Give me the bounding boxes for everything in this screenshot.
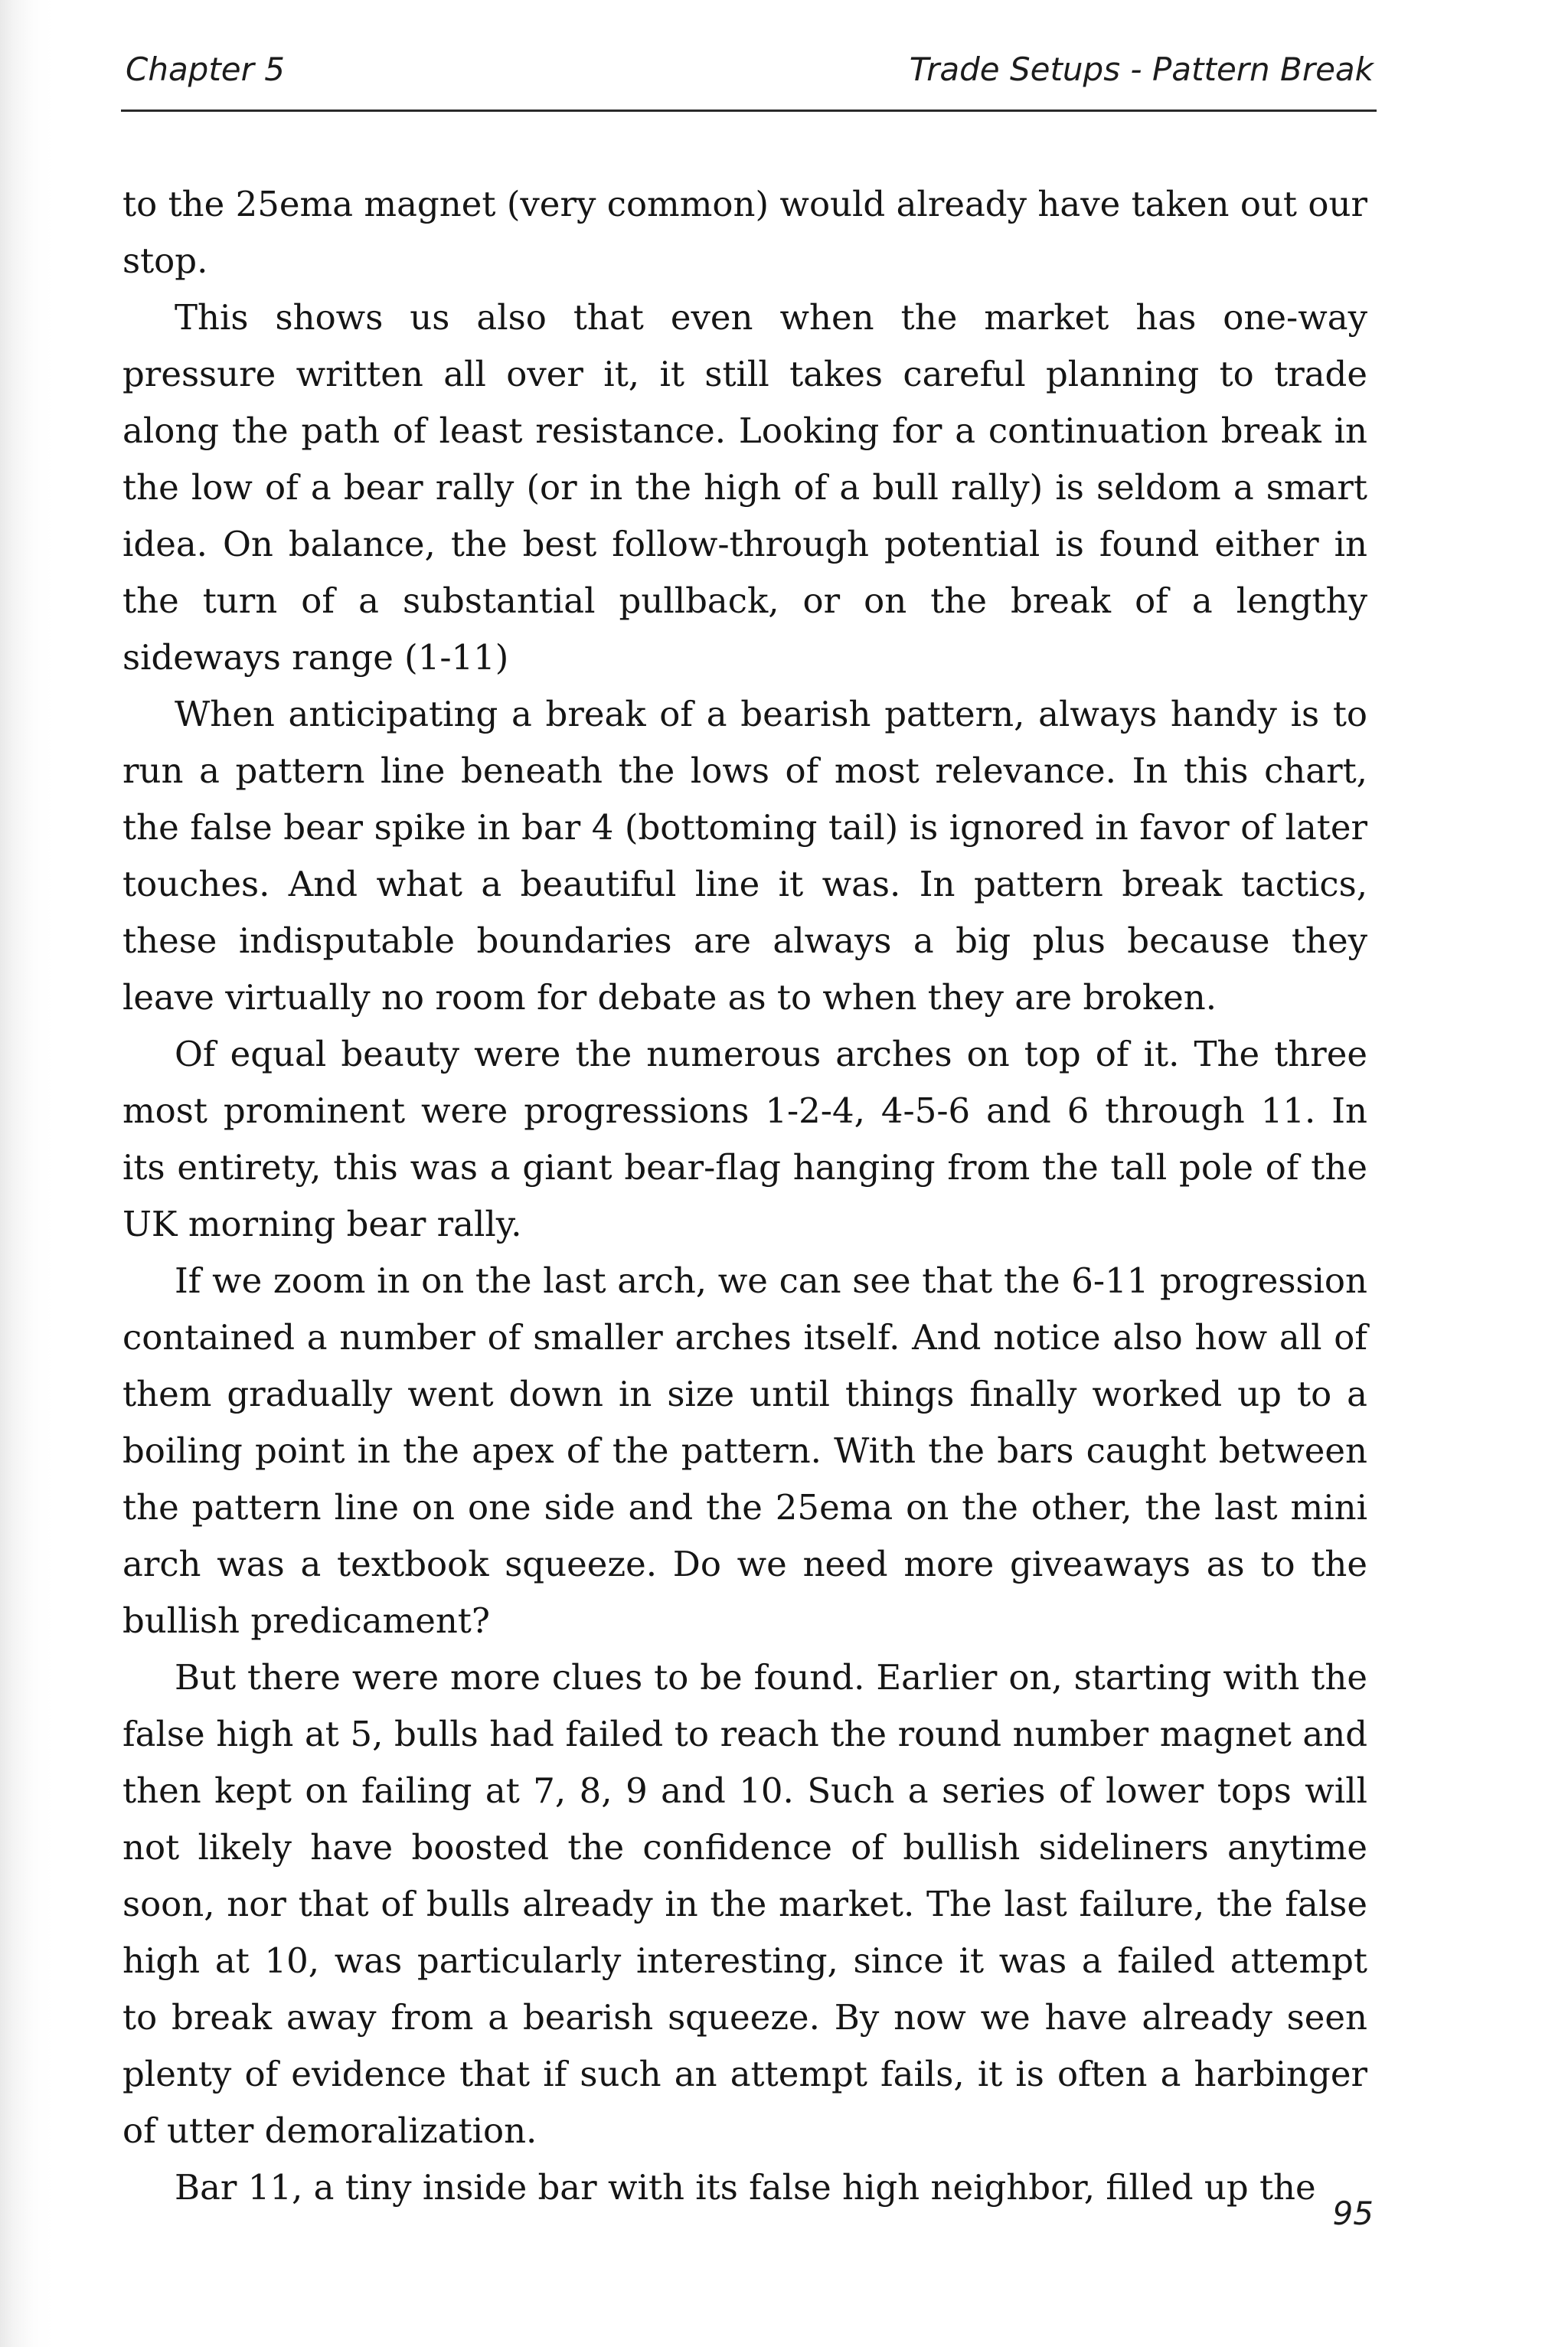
paragraph-4: Of equal beauty were the numerous arches on top of it. The three most prominent were progressions 1-2-4, 4-5-6 and 6 through 11. In its entirety, this was a giant bear-flag hanging from the tall pole of the UK morning bear rally.	[122, 1034, 1367, 1244]
paragraph-7: Bar 11, a tiny inside bar with its false high neighbor, filled up the	[175, 2167, 1316, 2208]
chapter-label: Chapter 5	[126, 51, 285, 88]
section-title: Trade Setups - Pattern Break	[909, 51, 1374, 88]
paragraph-3: When anticipating a break of a bearish pattern, always handy is to run a pattern line beneath the lows of most relevance. In this chart, the false bear spike in bar 4 (bottoming tail) is ignored in favor of later touches. And what a beautiful line it was. In pattern break tactics, these indisputable boundaries are always a big plus because they leave virtually no room for debate as to when they are broken.	[122, 694, 1367, 1018]
header-rule	[121, 110, 1377, 112]
running-header	[126, 51, 1374, 104]
paragraph-2: This shows us also that even when the market has one-way pressure written all over it, it still takes careful planning to trade along the path of least resistance. Looking for a continuation break in the low of a bear rally (or in the high of a bull rally) is seldom a smart idea. On balance, the best follow-through potential is found either in the turn of a substantial pullback, or on the break of a lengthy sideways range (1-11)	[122, 297, 1367, 678]
paragraph-6: But there were more clues to be found. Earlier on, starting with the false high at 5, bulls had failed to reach the round number magnet and then kept on failing at 7, 8, 9 and 10. Such a series of lower tops will not likely have boosted the confidence of bullish sideliners anytime soon, nor that of bulls already in the market. The last failure, the false high at 10, was particularly interesting, since it was a failed attempt to break away from a bearish squeeze. By now we have already seen plenty of evidence that if such an attempt fails, it is often a harbinger of utter demoralization.	[122, 1657, 1367, 2151]
paragraph-1: to the 25ema magnet (very common) would already have taken out our stop.	[122, 184, 1367, 281]
body-text	[122, 176, 1367, 2216]
paragraph-5: If we zoom in on the last arch, we can see that the 6-11 progression contained a number of smaller arches itself. And notice also how all of them gradually went down in size until things finally worked up to a boiling point in the apex of the pattern. With the bars caught between the pattern line on one side and the 25ema on the other, the last mini arch was a textbook squeeze. Do we need more giveaways as to the bullish predicament?	[122, 1260, 1367, 1641]
page-number: 95	[1332, 2195, 1374, 2232]
